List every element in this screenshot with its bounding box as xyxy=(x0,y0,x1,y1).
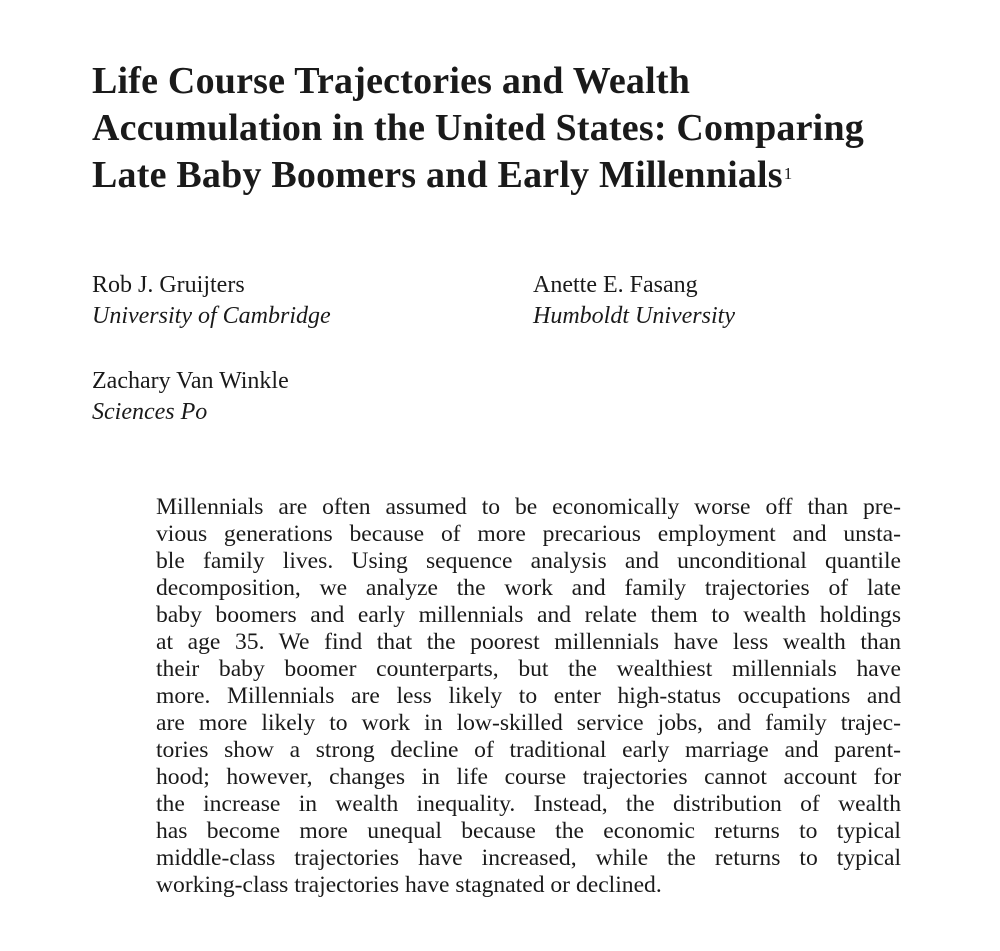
abstract-line: hood; however, changes in life course trajectories cannot account for xyxy=(156,764,901,790)
title-footnote-marker: 1 xyxy=(783,164,793,183)
title-line-1: Life Course Trajectories and Wealth xyxy=(92,60,691,102)
abstract-line: vious generations because of more precarious employment and unsta- xyxy=(156,521,901,547)
abstract-line: middle-class trajectories have increased, while the returns to typical xyxy=(156,845,901,871)
abstract-line: working-class trajectories have stagnated or declined. xyxy=(156,872,662,898)
abstract-line: Millennials are often assumed to be economically worse off than pre- xyxy=(156,494,901,520)
author-name: Zachary Van Winkle xyxy=(92,368,289,394)
author-block xyxy=(92,366,289,428)
abstract-line: at age 35. We find that the poorest millennials have less wealth than xyxy=(156,629,901,655)
title-line-2: Accumulation in the United States: Comparing xyxy=(92,107,864,149)
abstract-line: more. Millennials are less likely to enter high-status occupations and xyxy=(156,683,901,709)
abstract-line: the increase in wealth inequality. Instead, the distribution of wealth xyxy=(156,791,901,817)
abstract-line: ble family lives. Using sequence analysis and unconditional quantile xyxy=(156,548,901,574)
author-affiliation: Humboldt University xyxy=(533,303,735,329)
abstract-line: are more likely to work in low-skilled service jobs, and family trajec- xyxy=(156,710,901,736)
paper-title xyxy=(92,58,952,199)
title-line-3-text: Late Baby Boomers and Early Millennials xyxy=(92,154,783,196)
title-line-3 xyxy=(92,152,952,199)
author-name: Rob J. Gruijters xyxy=(92,272,245,298)
abstract-line: baby boomers and early millennials and relate them to wealth holdings xyxy=(156,602,901,628)
abstract-line: decomposition, we analyze the work and family trajectories of late xyxy=(156,575,901,601)
author-affiliation: University of Cambridge xyxy=(92,303,331,329)
author-block xyxy=(92,270,331,332)
abstract xyxy=(156,494,901,899)
abstract-line: their baby boomer counterparts, but the wealthiest millennials have xyxy=(156,656,901,682)
author-name: Anette E. Fasang xyxy=(533,272,698,298)
author-affiliation: Sciences Po xyxy=(92,399,208,425)
abstract-line: tories show a strong decline of traditional early marriage and parent- xyxy=(156,737,901,763)
abstract-line: has become more unequal because the economic returns to typical xyxy=(156,818,901,844)
author-block xyxy=(533,270,735,332)
